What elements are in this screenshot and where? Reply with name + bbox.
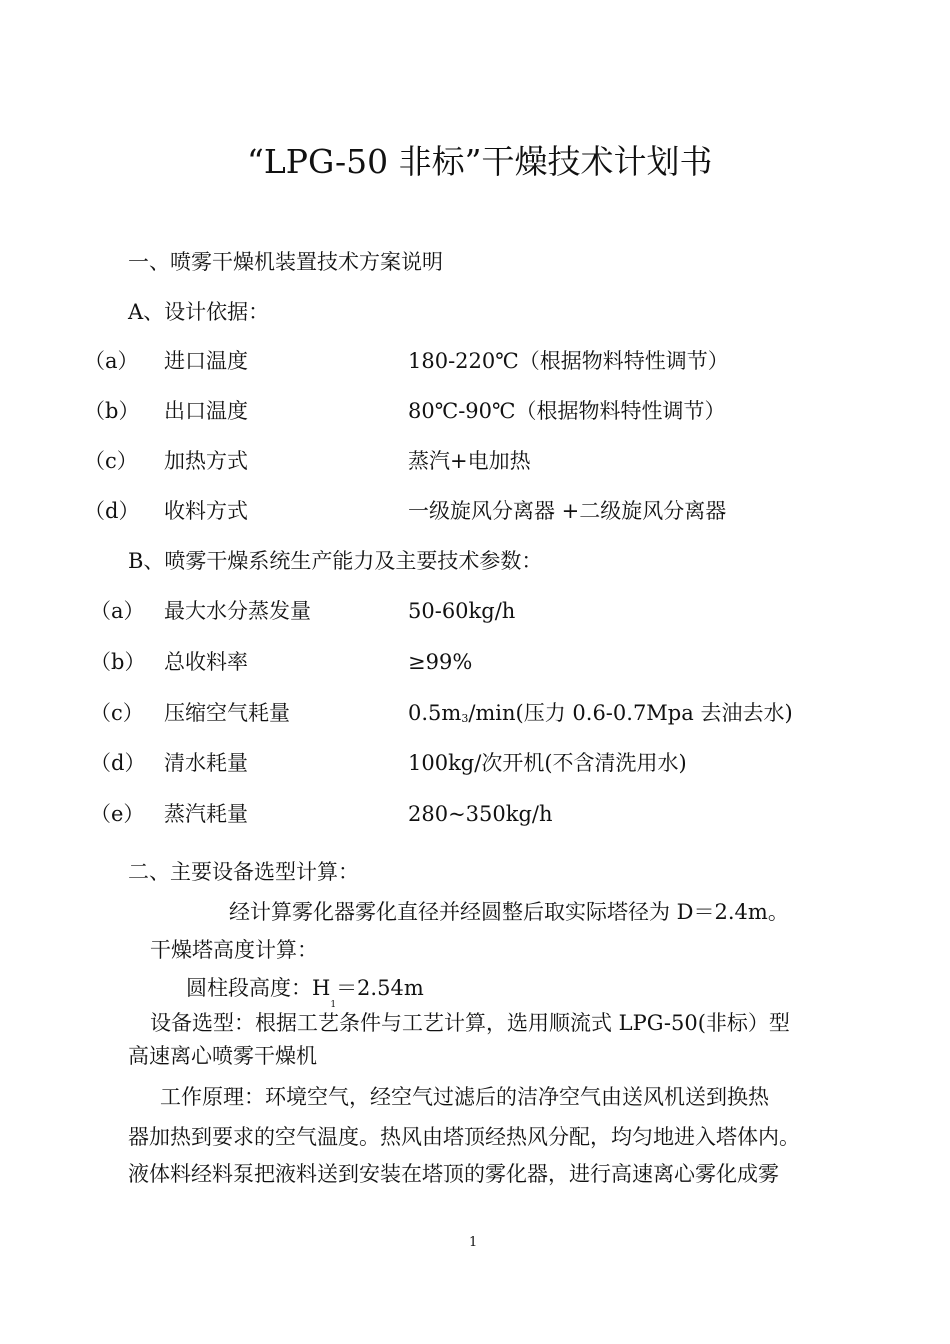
row-mark: （a） [90, 599, 145, 623]
row-value: 100kg/次开机(不含清洗用水) [408, 751, 687, 775]
selection-paragraph: 高速离心喷雾干燥机 [128, 1044, 317, 1068]
calc-heading: 干燥塔高度计算： [150, 938, 318, 962]
section-heading-2: 二、主要设备选型计算： [128, 860, 359, 884]
row-label: 进口温度 [164, 349, 248, 373]
row-label: 收料方式 [164, 499, 248, 523]
principle-paragraph: 工作原理：环境空气，经空气过滤后的洁净空气由送风机送到换热 [160, 1085, 769, 1109]
row-label: 总收料率 [164, 650, 248, 674]
formula-text: ＝2.54m [336, 976, 424, 1000]
row-label: 出口温度 [164, 399, 248, 423]
value-text: 0.5m [408, 701, 462, 725]
principle-paragraph: 液体料经料泵把液料送到安装在塔顶的雾化器，进行高速离心雾化成雾 [128, 1162, 779, 1186]
row-mark: （d） [90, 751, 146, 775]
row-mark: （a） [84, 349, 139, 373]
row-label: 最大水分蒸发量 [164, 599, 311, 623]
section-heading-1: 一、喷雾干燥机装置技术方案说明 [128, 250, 443, 274]
formula-text: 圆柱段高度：H [186, 976, 331, 1000]
row-value: ≥99% [408, 650, 473, 674]
row-label: 清水耗量 [164, 751, 248, 775]
value-text: /min(压力 0.6-0.7Mpa 去油去水) [468, 701, 793, 725]
row-label: 加热方式 [164, 449, 248, 473]
row-label: 压缩空气耗量 [164, 701, 290, 725]
section-heading-a: A、设计依据： [128, 300, 270, 324]
row-value: 50-60kg/h [408, 599, 516, 623]
row-mark: （c） [90, 701, 144, 725]
selection-paragraph: 设备选型：根据工艺条件与工艺计算，选用顺流式 LPG-50(非标）型 [150, 1011, 790, 1035]
page-number: 1 [469, 1235, 478, 1250]
section-heading-b: B、喷雾干燥系统生产能力及主要技术参数： [128, 549, 543, 573]
page-title: “LPG-50 非标”干燥技术计划书 [247, 142, 713, 181]
row-mark: （d） [84, 499, 140, 523]
row-value [408, 700, 793, 732]
calc-paragraph: 经计算雾化器雾化直径并经圆整后取实际塔径为 D＝2.4m。 [229, 900, 789, 924]
row-value: 一级旋风分离器 +二级旋风分离器 [408, 499, 727, 523]
row-value: 280~350kg/h [408, 802, 553, 826]
row-value: 180-220℃（根据物料特性调节） [408, 349, 729, 373]
superscript: 3 [461, 712, 469, 725]
row-mark: （c） [84, 449, 138, 473]
row-mark: （b） [90, 650, 146, 674]
row-label: 蒸汽耗量 [164, 802, 248, 826]
formula-subscript: 1 [330, 1000, 337, 1010]
row-value: 蒸汽+电加热 [408, 449, 531, 473]
principle-paragraph: 器加热到要求的空气温度。热风由塔顶经热风分配，均匀地进入塔体内。 [128, 1125, 800, 1149]
row-mark: （b） [84, 399, 140, 423]
row-value: 80℃-90℃（根据物料特性调节） [408, 399, 726, 423]
row-mark: （e） [90, 802, 145, 826]
